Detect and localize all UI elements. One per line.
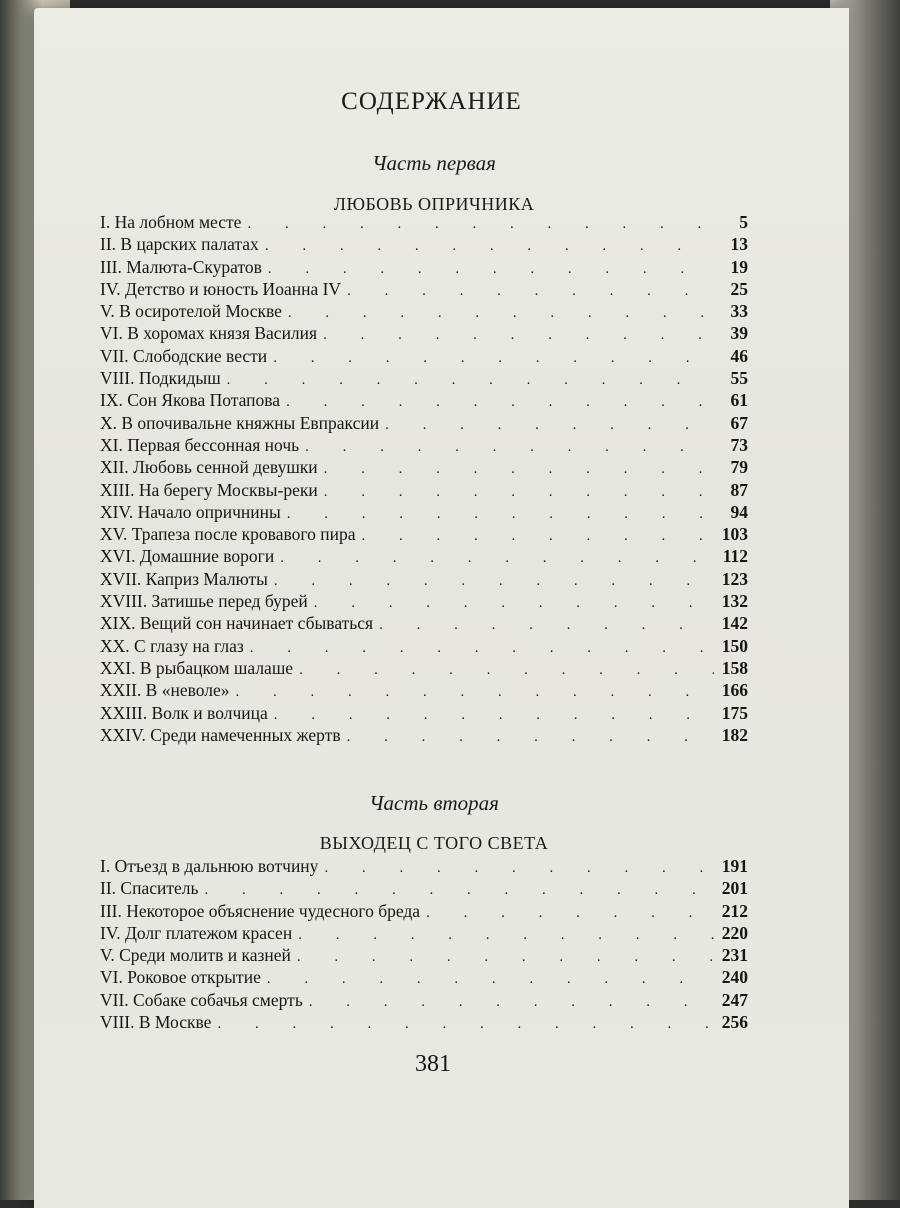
toc-entry-title: VIII. В Москве bbox=[100, 1012, 212, 1033]
toc-entry-title: XXI. В рыбацком шалаше bbox=[100, 657, 294, 678]
toc-entry bbox=[100, 546, 748, 568]
toc-entry bbox=[100, 435, 748, 457]
toc-entry-page: 79 bbox=[730, 457, 748, 478]
toc-entry bbox=[100, 1012, 748, 1034]
toc-entry-title: VI. Роковое открытие bbox=[100, 967, 261, 988]
toc-entry-page: 231 bbox=[721, 945, 748, 966]
toc-entry-title: XIII. На берегу Москвы-реки bbox=[100, 479, 318, 500]
toc-entry-page: 25 bbox=[730, 278, 748, 299]
dot-leader bbox=[324, 484, 714, 501]
toc-entry-page: 175 bbox=[721, 702, 748, 723]
toc-entry-page: 73 bbox=[730, 434, 748, 455]
toc-entry-title: XII. Любовь сенной девушки bbox=[100, 457, 318, 478]
toc-entry-title: XV. Трапеза после кровавого пира bbox=[100, 524, 356, 545]
part-one-toc bbox=[100, 212, 748, 747]
dot-leader bbox=[227, 372, 714, 389]
toc-entry bbox=[100, 257, 748, 279]
toc-entry-title: V. Среди молитв и казней bbox=[100, 945, 291, 966]
toc-entry-page: 94 bbox=[730, 501, 748, 522]
toc-entry-page: 39 bbox=[730, 323, 748, 344]
toc-entry-page: 256 bbox=[721, 1012, 748, 1033]
dot-leader bbox=[274, 707, 714, 724]
toc-entry-page: 240 bbox=[721, 967, 748, 988]
toc-entry-title: IX. Сон Якова Потапова bbox=[100, 390, 281, 411]
dot-leader bbox=[273, 350, 714, 367]
toc-entry bbox=[100, 945, 748, 967]
toc-entry bbox=[100, 413, 748, 435]
dot-leader bbox=[385, 417, 714, 434]
book-page bbox=[34, 8, 849, 1208]
dot-leader bbox=[314, 595, 714, 612]
toc-entry-page: 33 bbox=[730, 301, 748, 322]
dot-leader bbox=[299, 662, 714, 679]
toc-entry-title: VII. Слободские вести bbox=[100, 345, 268, 366]
toc-entry-page: 112 bbox=[722, 546, 748, 567]
toc-entry-page: 212 bbox=[721, 900, 748, 921]
toc-entry bbox=[100, 636, 748, 658]
toc-entry-page: 132 bbox=[721, 591, 748, 612]
toc-entry-page: 5 bbox=[739, 212, 748, 232]
toc-entry-page: 201 bbox=[721, 878, 748, 899]
toc-entry-page: 142 bbox=[721, 613, 748, 634]
dot-leader bbox=[362, 528, 715, 545]
toc-entry-title: XIV. Начало опричнины bbox=[100, 501, 281, 522]
toc-entry-title: II. Спаситель bbox=[100, 878, 199, 899]
toc-entry-page: 13 bbox=[730, 234, 748, 255]
toc-entry bbox=[100, 878, 748, 900]
dot-leader bbox=[286, 394, 714, 411]
dot-leader bbox=[217, 1016, 714, 1033]
dot-leader bbox=[287, 506, 714, 523]
toc-entry-page: 87 bbox=[730, 479, 748, 500]
toc-entry-title: XIX. Вещий сон начинает сбываться bbox=[100, 613, 374, 634]
toc-entry-title: XXIV. Среди намеченных жертв bbox=[100, 724, 341, 745]
dot-leader bbox=[379, 617, 714, 634]
toc-entry-title: III. Некоторое объяснение чудесного бреда bbox=[100, 900, 421, 921]
toc-entry bbox=[100, 725, 748, 747]
toc-entry-title: VII. Собаке собачья смерть bbox=[100, 989, 303, 1010]
toc-entry bbox=[100, 524, 748, 546]
toc-entry bbox=[100, 569, 748, 591]
toc-entry-page: 150 bbox=[721, 635, 748, 656]
dot-leader bbox=[247, 216, 714, 233]
dot-leader bbox=[280, 550, 714, 567]
part-one-section-title: ЛЮБОВЬ ОПРИЧНИКА bbox=[333, 194, 535, 214]
toc-entry bbox=[100, 368, 748, 390]
dot-leader bbox=[288, 305, 714, 322]
dot-leader bbox=[298, 927, 714, 944]
toc-entry bbox=[100, 990, 748, 1012]
toc-entry bbox=[100, 591, 748, 613]
dot-leader bbox=[268, 261, 714, 278]
toc-entry-page: 55 bbox=[730, 368, 748, 389]
toc-entry bbox=[100, 856, 748, 878]
toc-entry-page: 191 bbox=[721, 856, 748, 876]
page-number: 381 bbox=[415, 1051, 451, 1077]
part-one-title: Часть первая bbox=[372, 151, 496, 175]
toc-entry-page: 220 bbox=[721, 922, 748, 943]
toc-entry-title: V. В осиротелой Москве bbox=[100, 301, 282, 322]
toc-entry bbox=[100, 346, 748, 368]
toc-entry bbox=[100, 323, 748, 345]
toc-entry-page: 158 bbox=[721, 657, 748, 678]
toc-entry-page: 103 bbox=[721, 524, 748, 545]
toc-entry-title: X. В опочивальне княжны Евпраксии bbox=[100, 412, 380, 433]
dot-leader bbox=[347, 729, 714, 746]
toc-entry-page: 123 bbox=[721, 568, 748, 589]
dot-leader bbox=[265, 238, 714, 255]
toc-entry-page: 61 bbox=[730, 390, 748, 411]
toc-entry-page: 46 bbox=[730, 345, 748, 366]
dot-leader bbox=[323, 327, 714, 344]
toc-entry bbox=[100, 480, 748, 502]
toc-entry bbox=[100, 301, 748, 323]
toc-entry bbox=[100, 502, 748, 524]
dot-leader bbox=[324, 860, 714, 877]
dot-leader bbox=[297, 949, 714, 966]
toc-entry-title: VI. В хоромах князя Василия bbox=[100, 323, 318, 344]
toc-entry-page: 67 bbox=[730, 412, 748, 433]
toc-entry bbox=[100, 658, 748, 680]
dot-leader bbox=[324, 461, 714, 478]
toc-entry-title: III. Малюта-Скуратов bbox=[100, 256, 262, 277]
dot-leader bbox=[274, 573, 714, 590]
toc-entry bbox=[100, 212, 748, 234]
toc-entry-title: XI. Первая бессонная ночь bbox=[100, 434, 300, 455]
toc-entry-title: XX. С глазу на глаз bbox=[100, 635, 244, 656]
toc-entry-page: 19 bbox=[730, 256, 748, 277]
dot-leader bbox=[426, 905, 714, 922]
toc-entry-title: XVII. Каприз Малюты bbox=[100, 568, 268, 589]
part-two-title: Часть вторая bbox=[369, 791, 499, 815]
toc-entry-page: 182 bbox=[721, 724, 748, 745]
toc-entry-title: I. На лобном месте bbox=[100, 212, 242, 232]
dot-leader bbox=[250, 640, 714, 657]
toc-entry-title: II. В царских палатах bbox=[100, 234, 259, 255]
toc-entry-title: I. Отъезд в дальнюю вотчину bbox=[100, 856, 319, 876]
toc-entry-title: XVI. Домашние вороги bbox=[100, 546, 275, 567]
toc-entry-title: VIII. Подкидыш bbox=[100, 368, 221, 389]
toc-entry-title: IV. Детство и юность Иоанна IV bbox=[100, 278, 342, 299]
toc-entry bbox=[100, 613, 748, 635]
toc-entry-title: IV. Долг платежом красен bbox=[100, 922, 293, 943]
toc-entry bbox=[100, 923, 748, 945]
dot-leader bbox=[305, 439, 714, 456]
toc-entry bbox=[100, 234, 748, 256]
dot-leader bbox=[236, 684, 714, 701]
part-two-toc bbox=[100, 856, 748, 1034]
toc-entry-title: XXIII. Волк и волчица bbox=[100, 702, 268, 723]
toc-entry bbox=[100, 279, 748, 301]
page-title: СОДЕРЖАНИЕ bbox=[341, 88, 522, 115]
toc-entry-page: 247 bbox=[721, 989, 748, 1010]
dot-leader bbox=[267, 971, 714, 988]
toc-entry bbox=[100, 901, 748, 923]
dot-leader bbox=[204, 882, 714, 899]
toc-entry bbox=[100, 390, 748, 412]
toc-entry bbox=[100, 703, 748, 725]
toc-entry bbox=[100, 967, 748, 989]
toc-entry-title: XXII. В «неволе» bbox=[100, 680, 230, 701]
dot-leader bbox=[347, 283, 714, 300]
toc-entry bbox=[100, 680, 748, 702]
part-two-section-title: ВЫХОДЕЦ С ТОГО СВЕТА bbox=[319, 833, 549, 853]
toc-entry-page: 166 bbox=[721, 680, 748, 701]
toc-entry bbox=[100, 457, 748, 479]
toc-entry-title: XVIII. Затишье перед бурей bbox=[100, 591, 308, 612]
dot-leader bbox=[309, 994, 714, 1011]
